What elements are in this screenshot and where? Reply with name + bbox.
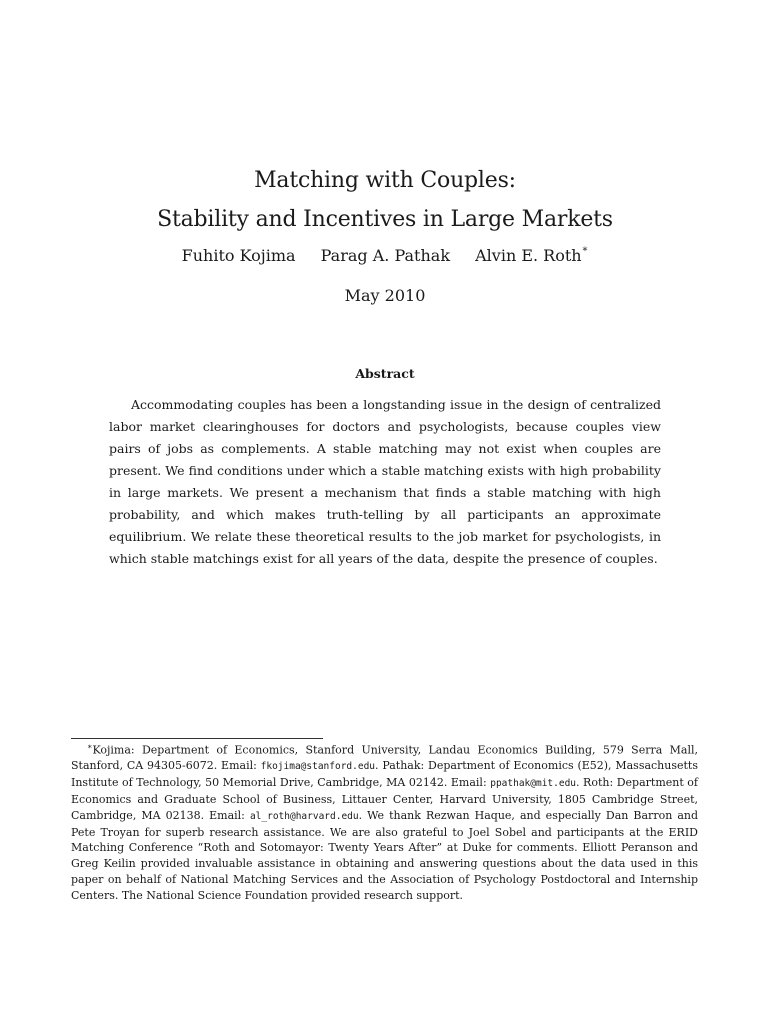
author-name: Fuhito Kojima bbox=[181, 246, 296, 265]
author-list bbox=[0, 246, 770, 265]
author-roth bbox=[475, 246, 588, 265]
author-name: Parag A. Pathak bbox=[320, 246, 451, 265]
author-kojima bbox=[182, 246, 296, 265]
title-line-1: Matching with Couples: bbox=[254, 167, 516, 193]
email-link-pathak[interactable]: ppathak@mit.edu bbox=[490, 778, 577, 790]
footnote-marker: ∗ bbox=[87, 742, 93, 751]
title-line-2: Stability and Incentives in Large Markets bbox=[157, 206, 613, 232]
author-footnote bbox=[71, 739, 698, 904]
abstract-heading: Abstract bbox=[355, 366, 415, 381]
paper-date: May 2010 bbox=[344, 286, 426, 305]
email-link-kojima[interactable]: fkojima@stanford.edu bbox=[260, 761, 376, 773]
footnote-text-2: . Pathak: Department of Economics (E52), Massachusetts Institute of Technology, 50 Memorial Drive, Cambridge, MA 02142. Email: bbox=[71, 759, 698, 790]
author-name: Alvin E. Roth bbox=[475, 246, 582, 265]
footnote-text-3: . Roth: Department of Economics and Graduate School of Business, Littauer Center, Harvard University, 1805 Cambridge Street, Cambridge, MA 02138. Email: bbox=[71, 776, 699, 822]
footnote-text-1: Kojima: Department of Economics, Stanford University, Landau Economics Building, 579 Serra Mall, Stanford, CA 94305-6072. Email: bbox=[71, 743, 698, 773]
abstract-text: Accommodating couples has been a longstanding issue in the design of centralized labor market clearinghouses for doctors and psychologists, because couples view pairs of jobs as complements. A stable matching may not exist when couples are present. We find conditions under which a stable matching exists with high probability in large markets. We present a mechanism that finds a stable matching with high probability, and which makes truth-telling by all participants an approximate equilibrium. We relate these theoretical results to the job market for psychologists, in which stable matchings exist for all years of the data, despite the presence of couples. bbox=[109, 397, 661, 566]
email-link-roth[interactable]: al_roth@harvard.edu bbox=[249, 810, 359, 822]
paper-title bbox=[0, 161, 770, 239]
author-pathak bbox=[321, 246, 450, 265]
footnote-marker: ∗ bbox=[581, 244, 589, 255]
footnote-text-4: . We thank Rezwan Haque, and especially Dan Barron and Pete Troyan for superb research assistance. We are also grateful to Joel Sobel and participants at the ERID Matching Conference “Roth and Sotomayor: Twenty Years After” at Duke for comments. Elliott Peranson and Greg Keilin provided invaluable assistance in obtaining and answering questions about the data used in this paper on behalf of National Matching Services and the Association of Psychology Postdoctoral and Internship Centers. The National Science Foundation provided research support. bbox=[71, 808, 699, 902]
